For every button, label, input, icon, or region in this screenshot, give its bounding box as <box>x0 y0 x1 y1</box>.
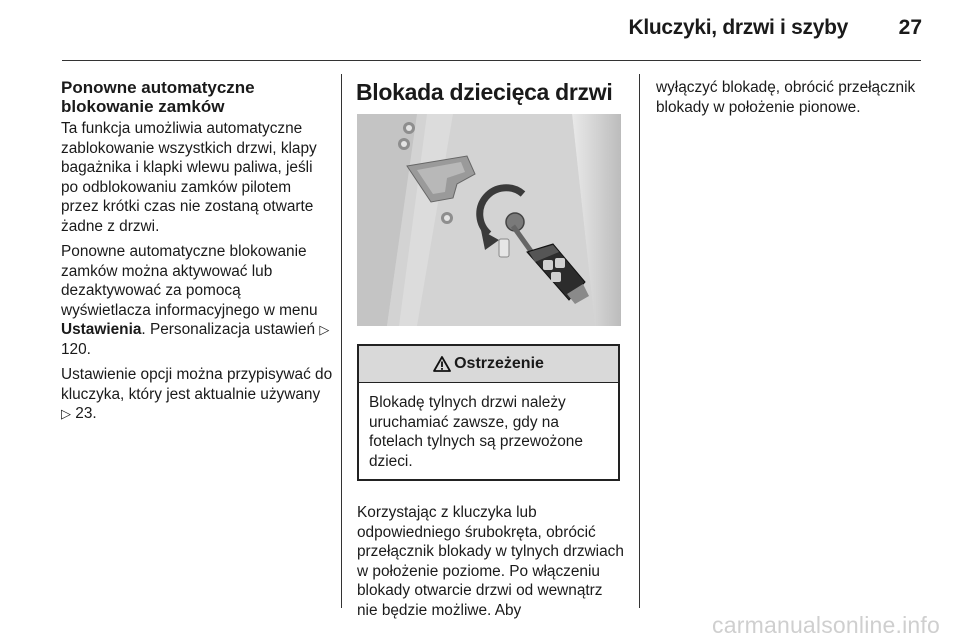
child-lock-instructions-continued: wyłączyć blokadę, obrócić przełącznik blokady w położenie pionowe. <box>656 79 916 116</box>
warning-box <box>357 344 620 481</box>
paragraph-3 <box>61 365 333 424</box>
header-divider <box>62 60 921 61</box>
running-header-title: Kluczyki, drzwi i szyby <box>628 16 848 39</box>
watermark: carmanualsonline.info <box>712 612 940 638</box>
section-heading-auto-relock: Ponowne automatyczne blokowanie zamków <box>61 78 255 116</box>
column-divider-1 <box>341 74 342 608</box>
page-ref-120[interactable]: 120. <box>61 340 91 358</box>
page-ref-icon: ▷ <box>319 322 330 337</box>
page-ref-23[interactable]: 23. <box>75 405 97 422</box>
column-divider-2 <box>639 74 640 608</box>
child-lock-instructions: Korzystając z kluczyka lub odpowiedniego śrubokręta, obrócić przełącznik blokady w tylnych drzwiach w położenie poziome. Po włączeniu blokady otwarcie drzwi od wewnątrz nie będzie możliwe. Aby <box>357 504 624 619</box>
column-2 <box>357 78 625 626</box>
column-3 <box>656 78 916 123</box>
column-1 <box>61 78 333 430</box>
paragraph-2 <box>61 242 333 359</box>
warning-title: Ostrzeżenie <box>454 355 544 373</box>
section-heading-child-lock: Blokada dziecięca drzwi <box>356 79 613 105</box>
page-ref-icon: ▷ <box>61 406 71 421</box>
page-number: 27 <box>898 16 922 39</box>
paragraph-1: Ta funkcja umożliwia automatyczne zablokowanie wszystkich drzwi, klapy bagażnika i klapki wlewu paliwa, jeśli po odblokowaniu zamków pilotem przez krótki czas nie zostaną otwarte żadne z drzwi. <box>61 120 317 235</box>
paragraph-3-text: Ustawienie opcji można przypisywać do kluczyka, który jest aktualnie używany <box>61 366 333 403</box>
paragraph-2-text-after: . Personalizacja ustawień <box>141 321 320 338</box>
paragraph-2-text: Ponowne automatyczne blokowanie zamków można aktywować lub dezaktywować za pomocą wyświetlacza informacyjnego w menu <box>61 243 318 319</box>
menu-name-ustawienia: Ustawienia <box>61 321 142 338</box>
warning-text: Blokadę tylnych drzwi należy uruchamiać zawsze, gdy na fotelach tylnych są przewożone dzieci. <box>369 394 583 470</box>
warning-triangle-icon <box>433 356 451 372</box>
child-lock-illustration <box>357 114 621 326</box>
warning-header <box>359 346 618 383</box>
